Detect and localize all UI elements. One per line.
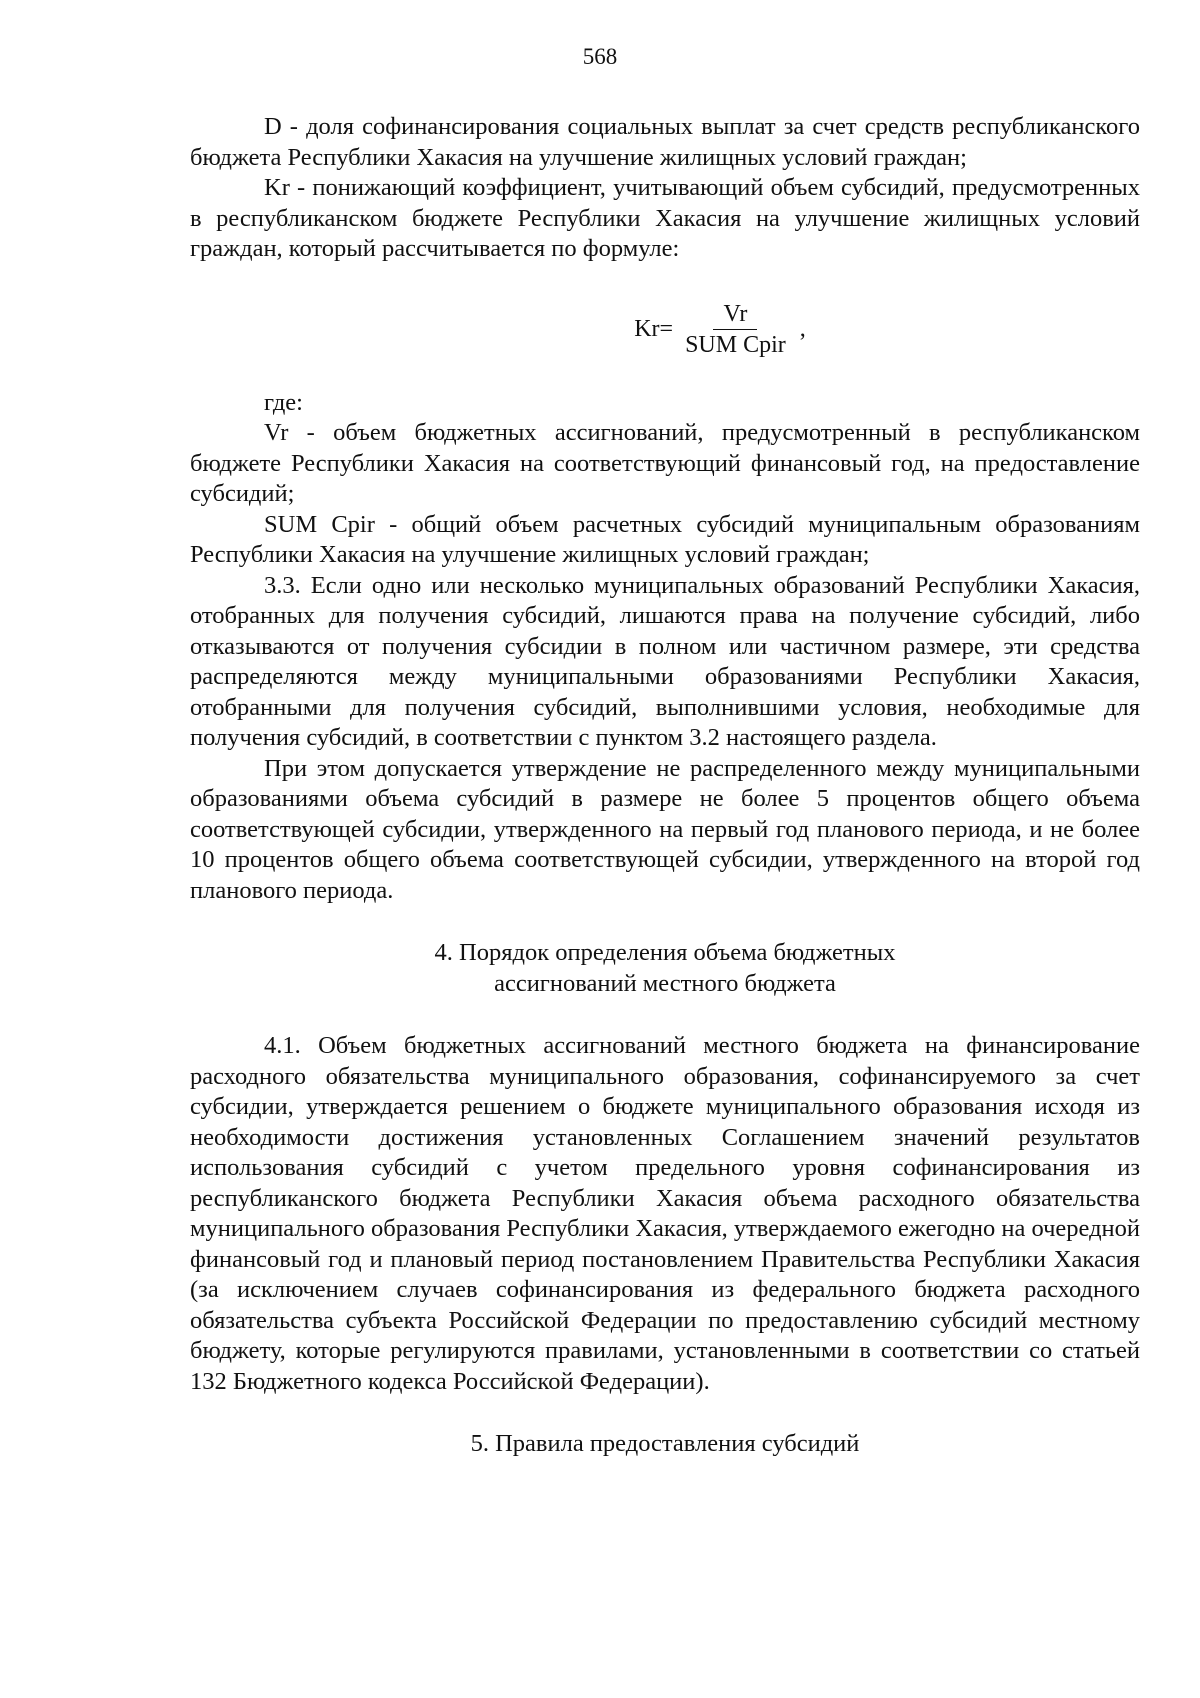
- paragraph-vr-definition: Vr - объем бюджетных ассигнований, предусмотренный в республиканском бюджете Республики Хакасия на соответствующий финансовый год, на предоставление субсидий;: [190, 419, 1140, 507]
- page-number: 568: [582, 44, 618, 69]
- section-4-heading-line1: 4. Порядок определения объема бюджетных: [434, 939, 896, 966]
- formula-fraction: [675, 299, 796, 360]
- section-4-heading-line2: ассигнований местного бюджета: [494, 969, 836, 997]
- formula-kr: [190, 299, 1140, 360]
- formula-trailing: ,: [799, 315, 806, 342]
- section-5-heading: 5. Правила предоставления субсидий: [470, 1430, 860, 1457]
- paragraph-sum-cpir-definition: SUM Cpir - общий объем расчетных субсидий муниципальным образованиям Республики Хакасия на улучшение жилищных условий граждан;: [190, 510, 1140, 568]
- paragraph-3-3: 3.3. Если одно или несколько муниципальных образований Республики Хакасия, отобранных для получения субсидий, лишаются права на получение субсидий, либо отказываются от получения субсидии в полном или частичном размере, эти средства распределяются между муниципальными образованиями Республики Хакасия, отобранными для получения субсидий, выполнившими условия, необходимые для получения субсидий, в соответствии с пунктом 3.2 настоящего раздела.: [190, 571, 1140, 751]
- paragraph-undistributed: При этом допускается утверждение не распределенного между муниципальными образованиями объема субсидий в размере не более 5 процентов общего объема соответствующей субсидии, утвержденного на первый год планового периода, и не более 10 процентов общего объема соответствующей субсидии, утвержденного на второй год планового периода.: [190, 754, 1140, 904]
- formula-lhs: Kr=: [634, 315, 674, 342]
- paragraph-d-definition: D - доля софинансирования социальных выплат за счет средств республиканского бюджета Республики Хакасия на улучшение жилищных условий граждан;: [190, 113, 1140, 171]
- document-body: [190, 112, 1140, 1460]
- where-label: где:: [264, 388, 303, 416]
- formula-numerator: Vr: [713, 299, 757, 330]
- formula-denominator: SUM Cpir: [685, 331, 786, 358]
- paragraph-4-1: 4.1. Объем бюджетных ассигнований местного бюджета на финансирование расходного обязательства муниципального образования, софинансируемого за счет субсидии, утверждается решением о бюджете муниципального образования исходя из необходимости достижения установленных Соглашением значений результатов использования субсидий с учетом предельного уровня софинансирования из республиканского бюджета Республики Хакасия объема расходного обязательства муниципального образования Республики Хакасия, утверждаемого ежегодно на очередной финансовый год и плановый период постановлением Правительства Республики Хакасия (за исключением случаев софинансирования из федерального бюджета расходного обязательства субъекта Российской Федерации по предоставлению субсидий местному бюджету, которые регулируются правилами, установленными в соответствии со статьей 132 Бюджетного кодекса Российской Федерации).: [190, 1032, 1141, 1395]
- paragraph-kr-definition: Kr - понижающий коэффициент, учитывающий объем субсидий, предусмотренных в республиканском бюджете Республики Хакасия на улучшение жилищных условий граждан, который рассчитывается по формуле:: [190, 174, 1140, 262]
